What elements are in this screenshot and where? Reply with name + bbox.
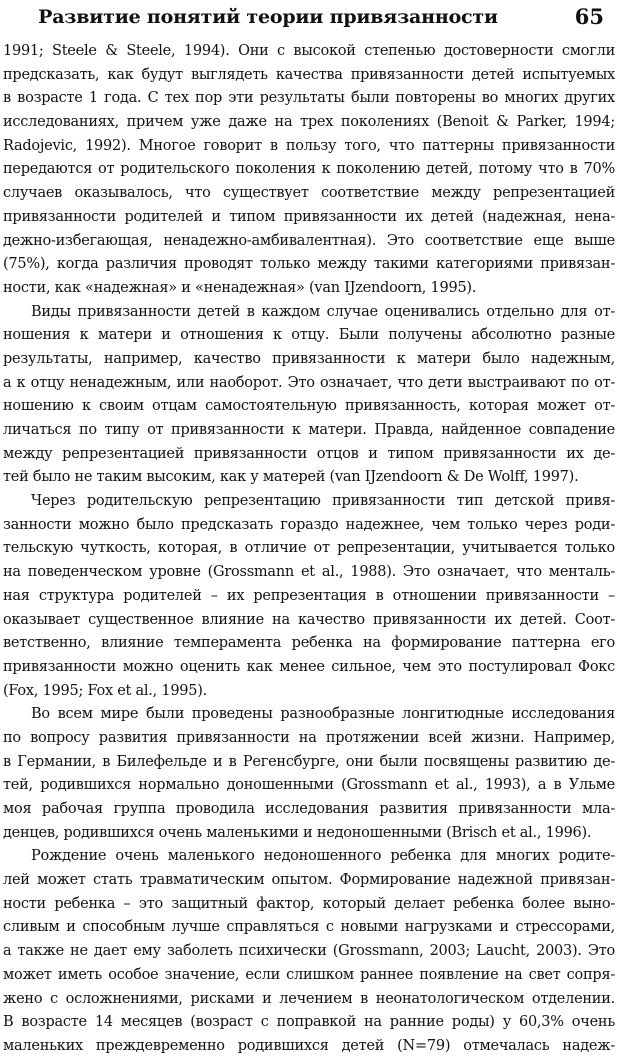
- text-line: дежно-избегающая, ненадежно-амбивалентная). Это соответствие еще выше: [3, 232, 615, 249]
- text-line: между репрезентацией привязанности отцов и типом привязанности их де-: [3, 445, 615, 462]
- text-line: привязанности родителей и типом привязанности их детей (надежная, нена-: [3, 208, 615, 225]
- text-line: случаев оказывалось, что существует соответствие между репрезентацией: [3, 185, 615, 202]
- text-line: ветственно, влияние темперамента ребенка на формирование паттерна его: [3, 635, 615, 652]
- text-line: Через родительскую репрезентацию привязанности тип детской привя-: [31, 493, 615, 510]
- text-line: ношения к матери и отношения к отцу. Были получены абсолютно разные: [3, 327, 615, 344]
- text-line: В возрасте 14 месяцев (возраст с поправкой на ранние роды) у 60,3% очень: [3, 1014, 615, 1031]
- text-line: оказывает существенное влияние на качество привязанности их детей. Соот-: [3, 611, 615, 628]
- text-line: Рождение очень маленького недоношенного ребенка для многих родите-: [31, 848, 615, 865]
- text-line: моя рабочая группа проводила исследования развития привязанности мла-: [3, 801, 615, 817]
- text-line: ная структура родителей – их репрезентация в отношении привязанности –: [3, 587, 615, 604]
- text-line: Во всем мире были проведены разнообразные лонгитюдные исследования: [31, 706, 615, 723]
- running-title: Развитие понятий теории привязанности: [38, 6, 498, 28]
- text-line: а также не дает ему заболеть психически (Grossmann, 2003; Laucht, 2003). Это: [3, 943, 615, 960]
- text-line: сливым и способным лучше справляться с новыми нагрузками и стрессорами,: [3, 919, 615, 936]
- text-line: (75%), когда различия проводят только между такими категориями привязан-: [3, 256, 615, 273]
- text-line: Виды привязанности детей в каждом случае оценивались отдельно для от-: [31, 303, 615, 320]
- text-line: по вопросу развития привязанности на протяжении всей жизни. Например,: [3, 729, 615, 746]
- text-line: в возрасте 1 года. С тех пор эти результаты были повторены во многих других: [3, 90, 615, 107]
- text-line: в Германии, в Билефельде и в Регенсбурге, они были посвящены развитию де-: [3, 753, 615, 770]
- text-line: ности, как «надежная» и «ненадежная» (van IJzendoorn, 1995).: [3, 279, 477, 296]
- text-line: а к отцу ненадежным, или наоборот. Это означает, что дети выстраивают по от-: [3, 374, 615, 391]
- text-line: предсказать, как будут выглядеть качества привязанности детей испытуемых: [3, 66, 615, 83]
- text-line: привязанности можно оценить как менее сильное, чем это постулировал Фокс: [3, 658, 615, 675]
- text-line: жено с осложнениями, рисками и лечением в неонатологическом отделении.: [3, 990, 615, 1007]
- text-line: на поведенческом уровне (Grossmann et al., 1988). Это означает, что менталь-: [3, 564, 615, 581]
- text-line: ношению к своим отцам самостоятельную привязанность, которая может от-: [3, 398, 615, 415]
- page-number: 65: [574, 4, 604, 29]
- text-line: передаются от родительского поколения к поколению детей, потому что в 70%: [3, 161, 615, 178]
- text-line: занности можно было предсказать гораздо надежнее, чем только через роди-: [3, 516, 615, 533]
- text-line: может иметь особое значение, если слишком раннее появление на свет сопря-: [3, 966, 615, 983]
- text-line: результаты, например, качество привязанности к матери было надежным,: [3, 350, 615, 367]
- text-line: личаться по типу от привязанности к матери. Правда, найденное совпадение: [3, 422, 615, 438]
- text-line: 1991; Steele & Steele, 1994). Они с высокой степенью достоверности смогли: [3, 43, 615, 59]
- text-line: исследованиях, причем уже даже на трех поколениях (Benoit & Parker, 1994;: [3, 114, 615, 131]
- text-line: денцев, родившихся очень маленькими и недоношенными (Brisch et al., 1996).: [3, 824, 592, 841]
- text-line: маленьких преждевременно родившихся детей (N=79) отмечалась надеж-: [3, 1037, 615, 1054]
- text-line: тельскую чуткость, которая, в отличие от репрезентации, учитывается только: [3, 540, 615, 557]
- text-line: Radojevic, 1992). Многое говорит в пользу того, что паттерны привязанности: [3, 137, 615, 154]
- text-line: тей было не таким высоким, как у матерей (van IJzendoorn & De Wolff, 1997).: [3, 469, 579, 486]
- text-line: ности ребенка – это защитный фактор, который делает ребенка более выно-: [3, 895, 615, 912]
- body-text: [3, 40, 615, 1059]
- text-line: тей, родившихся нормально доношенными (Grossmann et al., 1993), а в Ульме: [3, 777, 615, 794]
- text-line: лей может стать травматическим опытом. Формирование надежной привязан-: [3, 872, 615, 889]
- text-line: (Fox, 1995; Fox et al., 1995).: [3, 682, 208, 699]
- running-head: [0, 4, 620, 30]
